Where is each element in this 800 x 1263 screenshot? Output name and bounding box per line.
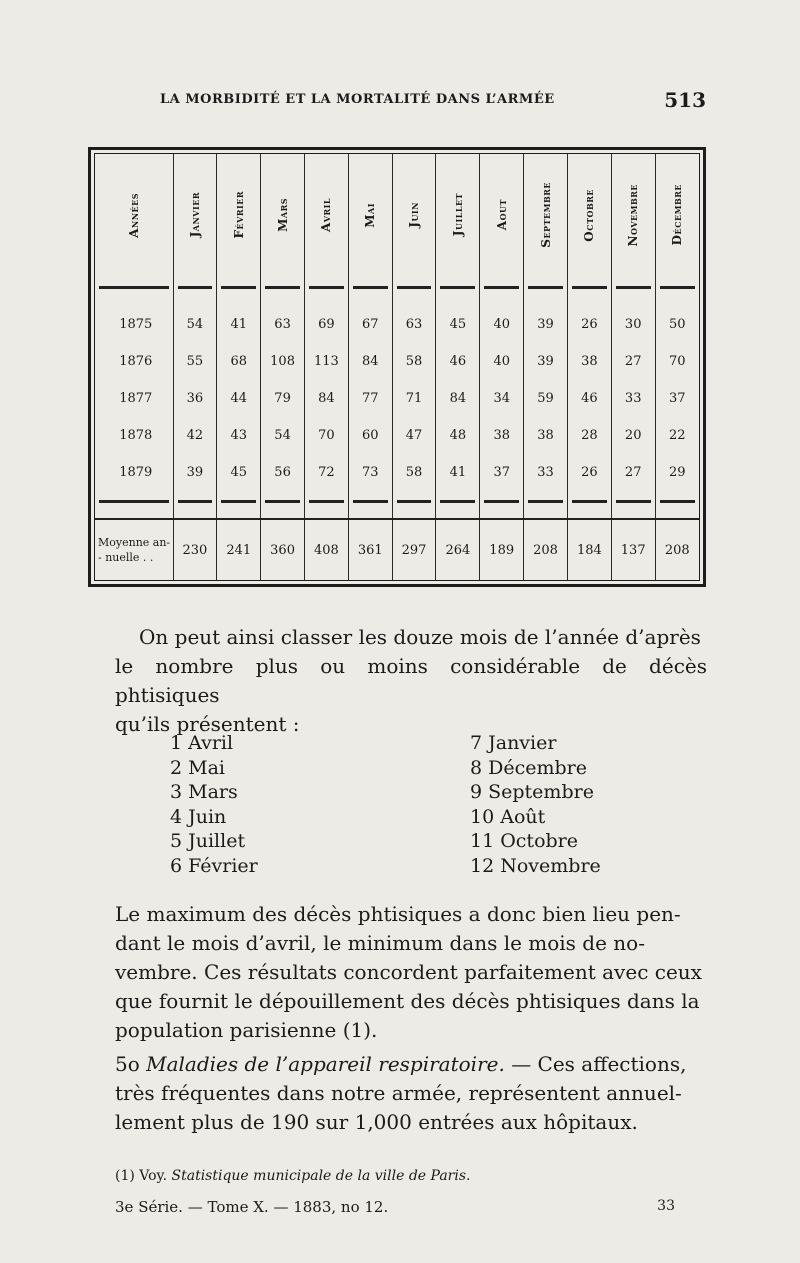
table-cell — [436, 280, 480, 306]
list-item: 6 Février — [170, 854, 258, 877]
table-cell: 27 — [611, 454, 655, 491]
column-header: Septembre — [524, 154, 568, 280]
table-cell — [95, 280, 173, 306]
table-cell — [348, 492, 392, 519]
table-cell: 43 — [217, 417, 261, 454]
list-item: 11 Octobre — [470, 830, 578, 852]
table-cell — [173, 492, 217, 519]
table-cell: 113 — [304, 343, 348, 380]
table-cell — [567, 280, 611, 306]
table-cell: 59 — [524, 380, 568, 417]
table-cell: 55 — [173, 343, 217, 380]
table-cell: 37 — [480, 454, 524, 491]
column-header: Aout — [480, 154, 524, 280]
running-title: LA MORBIDITÉ ET LA MORTALITÉ DANS L’ARMÉE — [160, 92, 555, 107]
table-cell: 34 — [480, 380, 524, 417]
column-header: Juillet — [436, 154, 480, 280]
list-item: 4 Juin — [170, 805, 227, 828]
list-item: 10 Août — [470, 805, 546, 828]
table-cell: 22 — [655, 417, 699, 454]
list-item: 9 Septembre — [470, 781, 594, 803]
table-cell: 63 — [392, 306, 436, 343]
table-row — [95, 454, 699, 491]
table-cell: 39 — [524, 306, 568, 343]
series-line: 3e Série. — Tome X. — 1883, no 12. — [115, 1198, 389, 1216]
table-cell: 38 — [480, 417, 524, 454]
table-row — [95, 380, 699, 417]
table-inner-border — [94, 153, 700, 581]
table-cell: 67 — [348, 306, 392, 343]
table-cell: 58 — [392, 454, 436, 491]
table-cell — [655, 492, 699, 519]
table-cell: 27 — [611, 343, 655, 380]
table-cell: 1878 — [119, 428, 153, 444]
table-cell — [611, 492, 655, 519]
table-cell — [304, 492, 348, 519]
table-cell — [217, 492, 261, 519]
table-cell — [348, 280, 392, 306]
separator-row — [95, 492, 699, 519]
table-cell: 41 — [217, 306, 261, 343]
monthly-deaths-table — [95, 154, 699, 580]
table-cell: 45 — [436, 306, 480, 343]
table-cell: 84 — [348, 343, 392, 380]
table-cell: 40 — [480, 306, 524, 343]
column-header: Février — [217, 154, 261, 280]
column-header: Juin — [392, 154, 436, 280]
table-cell: 54 — [173, 306, 217, 343]
table-cell: 68 — [217, 343, 261, 380]
list-item: 5 Juillet — [170, 830, 246, 852]
table-cell: 37 — [655, 380, 699, 417]
table-cell: 29 — [655, 454, 699, 491]
column-header: Avril — [304, 154, 348, 280]
paragraph-conclusion: Le maximum des décès phtisiques a donc bien lieu pen- dant le mois d’avril, le minimum dans le mois de no- vembre. Ces résultats concordent parfaitement avec ceux que fournit le dépouillement des décès phtisiques dans la population parisienne (1). — [115, 902, 702, 1042]
table-cell: 1876 — [119, 354, 153, 370]
paragraph-respiratory-diseases: 5o Maladies de l’appareil respiratoire. — Ces affections, très fréquentes dans notre armée, représentent annuel- lement plus de 190 sur 1,000 entrées aux hôpitaux. — [115, 1052, 687, 1134]
paragraph-ranking-intro: On peut ainsi classer les douze mois de l’année d’après le nombre plus ou moins considérable de décès phtisiques qu’ils présentent : — [115, 625, 707, 736]
table-cell: 63 — [261, 306, 305, 343]
table-cell: 33 — [524, 454, 568, 491]
page-number: 513 — [664, 88, 706, 112]
table-cell: 48 — [436, 417, 480, 454]
table-cell: 33 — [611, 380, 655, 417]
table-cell: 208 — [655, 519, 699, 580]
table-cell: 26 — [567, 454, 611, 491]
table-cell: 208 — [524, 519, 568, 580]
list-item: 2 Mai — [170, 756, 225, 779]
table-cell — [567, 492, 611, 519]
table-cell: 28 — [567, 417, 611, 454]
table-cell: 45 — [217, 454, 261, 491]
table-cell — [480, 280, 524, 306]
list-item: 7 Janvier — [470, 732, 557, 754]
column-header: Octobre — [567, 154, 611, 280]
table-cell: 79 — [261, 380, 305, 417]
table-cell: 60 — [348, 417, 392, 454]
table-cell — [173, 280, 217, 306]
table-cell: 137 — [611, 519, 655, 580]
separator-row — [95, 280, 699, 306]
table-cell: 184 — [567, 519, 611, 580]
table-cell: 297 — [392, 519, 436, 580]
table-cell: 41 — [436, 454, 480, 491]
table-cell: 56 — [261, 454, 305, 491]
table-cell: 84 — [304, 380, 348, 417]
table-cell: 54 — [261, 417, 305, 454]
column-header: Années — [126, 192, 141, 238]
section-number: 5o — [115, 1052, 140, 1076]
table-cell: 38 — [567, 343, 611, 380]
monthly-deaths-table-frame — [88, 147, 706, 587]
section-title: Maladies de l’appareil respiratoire. — [146, 1052, 505, 1076]
table-cell — [436, 492, 480, 519]
table-cell: 241 — [217, 519, 261, 580]
table-cell — [261, 280, 305, 306]
table-header-row — [95, 154, 699, 280]
table-cell: 84 — [436, 380, 480, 417]
list-item: 1 Avril — [170, 732, 234, 754]
table-cell: 1877 — [119, 391, 153, 407]
table-cell — [392, 492, 436, 519]
table-cell: 39 — [524, 343, 568, 380]
table-cell: 26 — [567, 306, 611, 343]
table-cell: 50 — [655, 306, 699, 343]
list-item: 12 Novembre — [470, 854, 601, 877]
list-item: 8 Décembre — [470, 756, 587, 779]
table-cell — [480, 492, 524, 519]
table-cell: 189 — [480, 519, 524, 580]
table-cell: 408 — [304, 519, 348, 580]
table-cell — [95, 492, 173, 519]
table-cell: 58 — [392, 343, 436, 380]
list-item: 3 Mars — [170, 781, 238, 803]
table-cell: 69 — [304, 306, 348, 343]
column-header: Mai — [348, 154, 392, 280]
table-cell: 39 — [173, 454, 217, 491]
table-cell: 20 — [611, 417, 655, 454]
table-cell — [524, 492, 568, 519]
column-header: Novembre — [611, 154, 655, 280]
ranking-column-right — [470, 731, 601, 878]
table-cell — [655, 280, 699, 306]
table-cell: 361 — [348, 519, 392, 580]
table-cell: 1879 — [119, 465, 153, 481]
table-cell: 264 — [436, 519, 480, 580]
table-cell: 1875 — [119, 317, 153, 333]
table-cell: 70 — [304, 417, 348, 454]
table-cell: 108 — [261, 343, 305, 380]
table-cell: 70 — [655, 343, 699, 380]
table-cell — [611, 280, 655, 306]
table-row — [95, 417, 699, 454]
table-cell: 77 — [348, 380, 392, 417]
table-cell: 46 — [436, 343, 480, 380]
table-cell: 36 — [173, 380, 217, 417]
table-cell — [217, 280, 261, 306]
table-row — [95, 306, 699, 343]
table-cell: 230 — [173, 519, 217, 580]
table-cell: 46 — [567, 380, 611, 417]
average-label: Moyenne an- - nuelle . . — [95, 519, 173, 580]
page-footer — [115, 1198, 705, 1222]
table-cell: 42 — [173, 417, 217, 454]
column-header: Janvier — [173, 154, 217, 280]
table-row — [95, 343, 699, 380]
table-cell: 47 — [392, 417, 436, 454]
column-header: Décembre — [655, 154, 699, 280]
table-cell: 44 — [217, 380, 261, 417]
column-header: Mars — [261, 154, 305, 280]
table-cell: 73 — [348, 454, 392, 491]
table-cell: 30 — [611, 306, 655, 343]
table-cell: 360 — [261, 519, 305, 580]
ranking-column-left — [170, 731, 258, 878]
page-header — [160, 88, 708, 114]
table-cell — [524, 280, 568, 306]
table-cell — [304, 280, 348, 306]
table-cell — [261, 492, 305, 519]
signature-mark: 33 — [657, 1198, 675, 1214]
average-row — [95, 519, 699, 580]
table-cell — [392, 280, 436, 306]
footnote: (1) Voy. Statistique municipale de la ville de Paris. — [115, 1168, 471, 1184]
table-cell: 40 — [480, 343, 524, 380]
table-cell: 71 — [392, 380, 436, 417]
table-cell: 38 — [524, 417, 568, 454]
table-cell: 72 — [304, 454, 348, 491]
